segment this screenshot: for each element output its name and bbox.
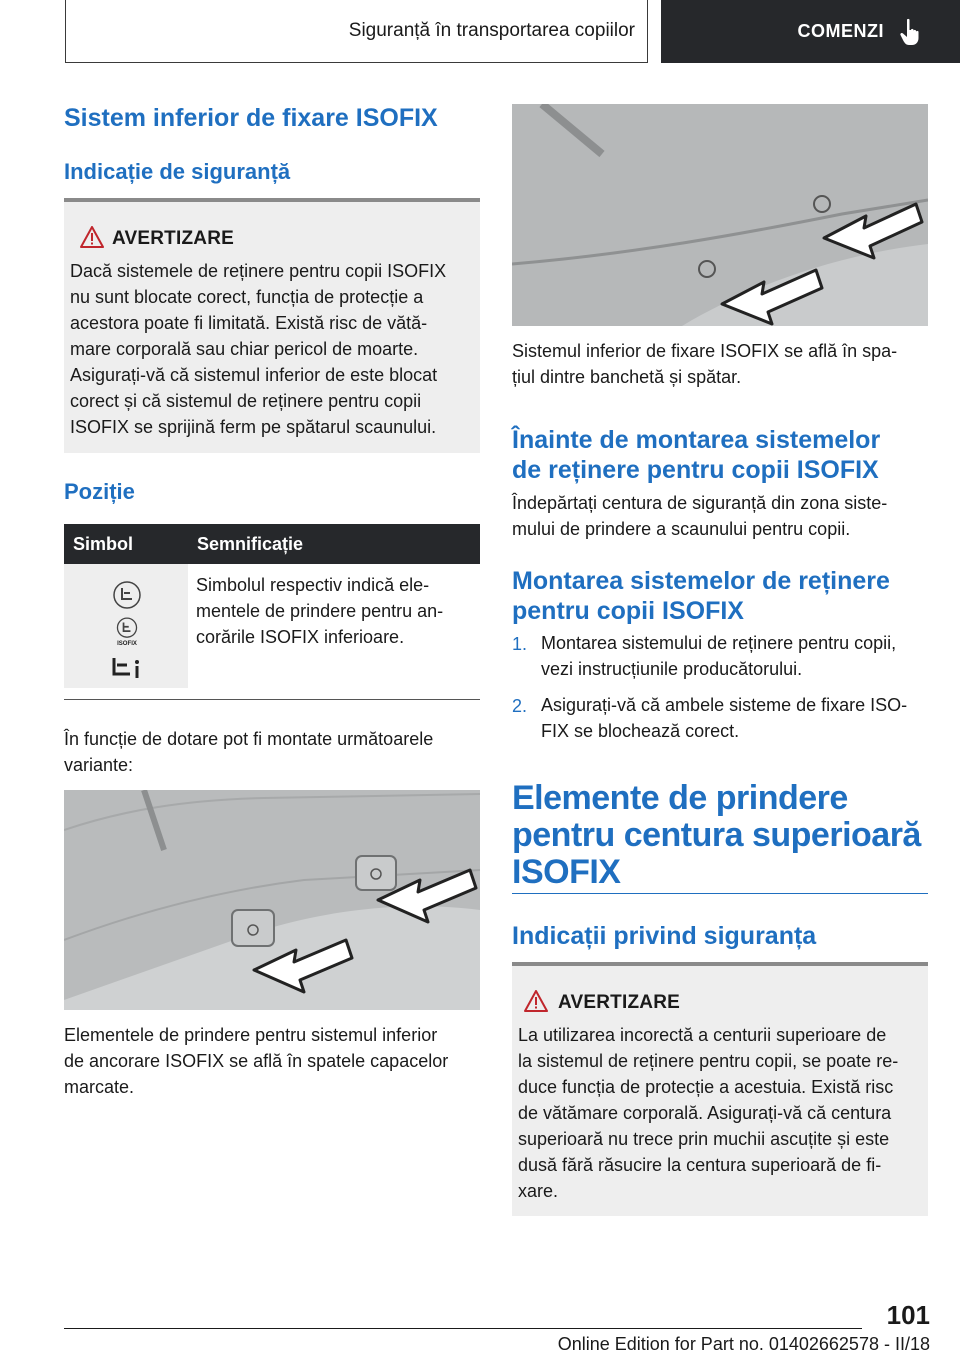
edition-line: Online Edition for Part no. 01402662578 - II/18 xyxy=(557,1334,930,1354)
page-title: Sistem inferior de fixare ISOFIX xyxy=(64,104,438,132)
isofix-info-icon xyxy=(110,654,144,682)
big-heading-top-tether: Elemente de prindere pentru centura superioară ISOFIX xyxy=(512,779,921,891)
section-title: Siguranță în transportarea copiilor xyxy=(348,20,635,41)
before-paragraph: Îndepărtați centura de siguranță din zona siste‐ mului de prindere a scaunului pentru copii. xyxy=(512,493,888,539)
caption-right: Sistemul inferior de fixare ISOFIX se află în spa‐ țiul dintre banchetă și spătar. xyxy=(512,341,898,387)
table-meaning-cell: Simbolul respectiv indică ele‐ mentele de prindere pentru an‐ corările ISOFIX inferioare. xyxy=(196,575,444,647)
col-meaning: Semnificație xyxy=(197,534,304,554)
step-text-2: Asigurați-vă că ambele sisteme de fixare ISO‐ FIX se blochează corect. xyxy=(541,695,908,741)
step-text-1: Montarea sistemului de reținere pentru copii, vezi instrucțiunile producătorului. xyxy=(541,633,897,679)
svg-text:ISOFIX: ISOFIX xyxy=(117,641,137,647)
footer-rule xyxy=(64,1328,862,1329)
heading-mounting: Montarea sistemelor de reținere pentru copii ISOFIX xyxy=(512,567,890,625)
pointing-hand-icon xyxy=(898,18,922,46)
big-heading-rule xyxy=(512,893,928,894)
warning-label: AVERTIZARE xyxy=(558,992,680,1013)
col-symbol: Simbol xyxy=(73,534,134,554)
warning-triangle-icon xyxy=(80,226,104,248)
variants-paragraph: În funcție de dotare pot fi montate următoarele variante: xyxy=(64,729,434,775)
heading-before-mounting: Înainte de montarea sistemelor de reținere pentru copii ISOFIX xyxy=(512,426,881,484)
seat-photo-gap xyxy=(512,104,928,326)
heading-position: Poziție xyxy=(64,479,135,504)
step-number-2: 2. xyxy=(512,696,528,716)
subheading-safety-notes: Indicații privind siguranța xyxy=(512,922,817,950)
running-header-section xyxy=(65,0,648,63)
warning-box-2 xyxy=(512,962,928,1216)
step-number-1: 1. xyxy=(512,634,528,654)
seat-illustration xyxy=(64,790,480,1010)
warning-label: AVERTIZARE xyxy=(112,228,234,249)
warning-text: Dacă sistemele de reținere pentru copii ISOFIX nu sunt blocate corect, funcția de protecție a acestora poate fi limitată. Există risc de vătă‐ mare corporală sau chiar pericol de moarte. Asigurați-vă că sistemul inferior de este blocat corect și că sistemul de reținere pentru copii ISOFIX se sprijină ferm pe spătarul scaunului. xyxy=(70,261,447,437)
table-symbol-cell xyxy=(64,564,188,688)
warning-box-1 xyxy=(64,198,480,453)
subtitle-safety: Indicație de siguranță xyxy=(64,159,291,184)
isofix-label-icon xyxy=(114,616,140,648)
seat-gap-illustration xyxy=(512,104,928,326)
warning-triangle-icon xyxy=(524,990,548,1012)
isofix-seat-icon xyxy=(112,580,142,610)
chapter-label: COMENZI xyxy=(797,21,884,41)
chapter-tab xyxy=(661,0,960,63)
table-bottom-rule xyxy=(64,699,480,700)
seat-photo-covers xyxy=(64,790,480,1010)
warning-text: La utilizarea incorectă a centurii superioare de la sistemul de reținere pentru copii, se poate re‐ duce funcția de protecție a acestuia. Există risc de vătămare corporală. Asigurați-vă că centura superioară nu trece prin muchii ascuțite și este dusă fără răsucire la centura superioară de fi‐ xare. xyxy=(518,1025,899,1201)
caption-left: Elementele de prindere pentru sistemul inferior de ancorare ISOFIX se află în spatele capacelor marcate. xyxy=(64,1025,449,1097)
page-number: 101 xyxy=(886,1300,930,1330)
table-header xyxy=(64,524,480,564)
